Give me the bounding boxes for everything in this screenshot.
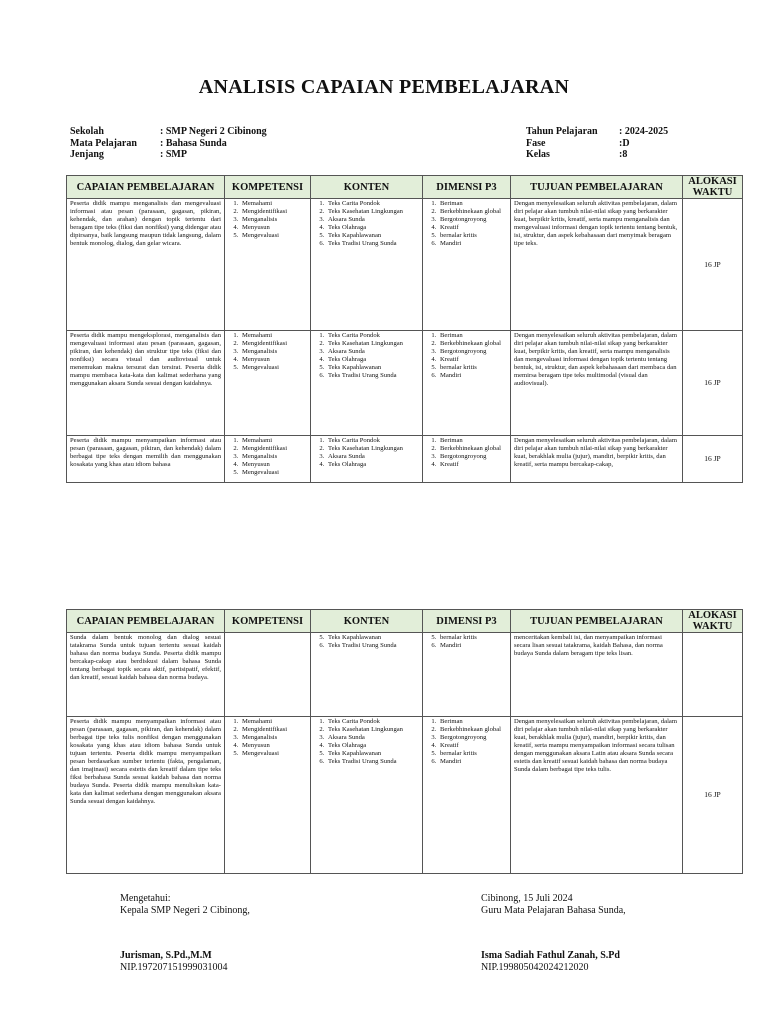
list-item: 4. Kreatif (438, 356, 507, 364)
list-item: 1. Beriman (438, 332, 507, 340)
konten-list (314, 437, 419, 469)
list-item: 2. Berkebhinekaan global (438, 340, 507, 348)
kompetensi-list (228, 332, 307, 372)
capaian-cell (67, 199, 225, 331)
list-item: 3. Menganalisis (240, 216, 307, 224)
list-item: 3. Bergotongroyong (438, 734, 507, 742)
list-item: 6. Mandiri (438, 240, 507, 248)
list-item: 1. Memahami (240, 718, 307, 726)
analysis-table-page-1 (66, 175, 743, 483)
dimensi-cell (423, 717, 511, 874)
column-header: KONTEN (311, 610, 423, 633)
tujuan-cell (511, 331, 683, 436)
list-item: 4. Teks Olahraga (326, 224, 419, 232)
list-item: 5. Teks Kapahlawanan (326, 634, 419, 642)
list-item: 6. Teks Tradisi Urang Sunda (326, 372, 419, 380)
analysis-table-page-2 (66, 609, 743, 874)
info-value: :8 (619, 149, 628, 160)
list-item: 3. Aksara Sunda (326, 348, 419, 356)
list-item: 6. Mandiri (438, 372, 507, 380)
list-item: 1. Memahami (240, 332, 307, 340)
list-item: 4. Teks Olahraga (326, 356, 419, 364)
list-item: 3. Menganalisis (240, 348, 307, 356)
list-item: 1. Beriman (438, 718, 507, 726)
teacher-name: Isma Sadiah Fathul Zanah, S.Pd (481, 950, 620, 961)
konten-list (314, 634, 419, 650)
konten-cell (311, 331, 423, 436)
alokasi-cell (683, 633, 743, 717)
dimensi-cell (423, 633, 511, 717)
list-item: 3. Aksara Sunda (326, 453, 419, 461)
capaian-text: Peserta didik mampu mengeksplorasi, menganalisis dan mengevaluasi informasi atau pesan (parasaan, gagasan, pikiran, dan kehendak) dan struktur tipe teks (fiksi dan nonfiksi) secara visual dan audiovisual untuk menemukan makna tersurat dan tersirat. Peserta didik mampu membaca kata-kata dan kalimat sederhana yang menggunakan aksara Sunda sesuai dengan kaidahnya. (70, 332, 221, 387)
info-label: Tahun Pelajaran (526, 126, 598, 137)
acknowledge-label: Mengetahui: (120, 893, 171, 904)
list-item: 1. Teks Carita Pondok (326, 332, 419, 340)
list-item: 4. Menyusun (240, 742, 307, 750)
list-item: 1. Teks Carita Pondok (326, 437, 419, 445)
info-value: :D (619, 137, 630, 149)
list-item: 3. Menganalisis (240, 734, 307, 742)
alokasi-cell: 16 JP (683, 717, 743, 874)
list-item: 2. Berkebhinekaan global (438, 208, 507, 216)
signature-teacher (481, 893, 626, 974)
info-label: Mata Pelajaran (70, 137, 137, 149)
list-item: 4. Menyusun (240, 224, 307, 232)
list-item: 5. Mengevaluasi (240, 364, 307, 372)
column-header: ALOKASI WAKTU (683, 610, 743, 633)
list-item: 5. bernalar kritis (438, 750, 507, 758)
school-info (70, 126, 267, 161)
kompetensi-cell (225, 331, 311, 436)
list-item: 6. Teks Tradisi Urang Sunda (326, 758, 419, 766)
table-row (67, 436, 743, 483)
konten-list (314, 718, 419, 766)
alokasi-cell: 16 JP (683, 199, 743, 331)
column-header: ALOKASI WAKTU (683, 176, 743, 199)
konten-cell (311, 633, 423, 717)
column-header: KONTEN (311, 176, 423, 199)
list-item: 2. Mengidentifikasi (240, 445, 307, 453)
kompetensi-cell (225, 199, 311, 331)
list-item: 4. Menyusun (240, 356, 307, 364)
teacher-nip: NIP.199805042024212020 (481, 962, 589, 973)
konten-cell (311, 436, 423, 483)
list-item: 4. Kreatif (438, 461, 507, 469)
list-item: 1. Teks Carita Pondok (326, 200, 419, 208)
info-label: Jenjang (70, 149, 104, 160)
konten-cell (311, 717, 423, 874)
list-item: 4. Kreatif (438, 224, 507, 232)
list-item: 1. Memahami (240, 437, 307, 445)
info-value: : Bahasa Sunda (160, 137, 227, 149)
tujuan-cell (511, 717, 683, 874)
list-item: 6. Mandiri (438, 758, 507, 766)
list-item: 5. Mengevaluasi (240, 469, 307, 477)
kompetensi-list (228, 200, 307, 240)
teacher-title: Guru Mata Pelajaran Bahasa Sunda, (481, 905, 626, 916)
tujuan-text: Dengan menyelesaikan seluruh aktivitas pembelajaran, dalam diri pelajar akan tumbuh nilai-nilai sikap yang berkarakter kuat, berpikir kritis, kreatif, serta mampu menganalisis dan mengevaluasi informasi dengan topik tertentu tentang bentuk, isi, struktur, dan aspek kebahasaan dari menyimak beragam tipe teks. (514, 200, 678, 247)
table-row (67, 199, 743, 331)
tujuan-text: menceritakan kembali isi, dan menyampaikan informasi secara lisan sesuai tatakrama, kaidah Bahasa, dan norma budaya Sunda dalam beragam tipe teks lisan. (514, 634, 663, 657)
list-item: 1. Beriman (438, 200, 507, 208)
kompetensi-cell (225, 436, 311, 483)
principal-nip: NIP.197207151999031004 (120, 962, 228, 973)
document-title: ANALISIS CAPAIAN PEMBELAJARAN (198, 76, 570, 98)
dimensi-list (426, 718, 507, 766)
list-item: 5. bernalar kritis (438, 634, 507, 642)
capaian-text: Sunda dalam bentuk monolog dan dialog sesuai tatakrama Sunda untuk tujuan tertentu sesuai kaidah bahasa dan norma budaya Sunda. Peserta didik mampu bercakap-cakap atau berdiskusi dalam bahasa Sunda tentang berbagai topik secara aktif, partisipatif, efektif, dan kreatif, sesuai kaidah bahasa dan norma budaya. (70, 634, 221, 681)
list-item: 2. Teks Kasehatan Lingkungan (326, 208, 419, 216)
list-item: 2. Teks Kasehatan Lingkungan (326, 726, 419, 734)
list-item: 5. Mengevaluasi (240, 232, 307, 240)
list-item: 6. Teks Tradisi Urang Sunda (326, 642, 419, 650)
capaian-text: Peserta didik mampu menganalisis dan mengevaluasi informasi atau pesan (parasaan, gagasan, pikiran, kehendak, dan arahan) dengan topik tertentu dari beragam tipe teks (fiksi dan nonfiksi) yang didengar atau dipirsanya, baik langsung maupun tidak langsung, dalam bentuk monolog, dialog, dan gelar wicara. (70, 200, 221, 247)
principal-name: Jurisman, S.Pd.,M.M (120, 950, 212, 961)
column-header: KOMPETENSI (225, 610, 311, 633)
place-date: Cibinong, 15 Juli 2024 (481, 893, 573, 904)
list-item: 3. Aksara Sunda (326, 734, 419, 742)
info-label: Kelas (526, 149, 550, 160)
list-item: 2. Teks Kasehatan Lingkungan (326, 445, 419, 453)
list-item: 5. Teks Kapahlawanan (326, 750, 419, 758)
list-item: 3. Aksara Sunda (326, 216, 419, 224)
list-item: 5. bernalar kritis (438, 364, 507, 372)
info-label: Sekolah (70, 126, 104, 137)
konten-list (314, 332, 419, 380)
dimensi-cell (423, 436, 511, 483)
list-item: 2. Berkebhinekaan global (438, 726, 507, 734)
tujuan-text: Dengan menyelesaikan seluruh aktivitas pembelajaran, dalam diri pelajar akan tumbuh nilai-nilai sikap yang berkarakter kuat, berakhlak mulia (jujur), mandiri, berpikir kritis, dan kreatif, serta mampu bercakap-cakap, (514, 437, 677, 468)
info-label: Fase (526, 137, 546, 149)
list-item: 5. Mengevaluasi (240, 750, 307, 758)
capaian-cell (67, 717, 225, 874)
list-item: 1. Beriman (438, 437, 507, 445)
column-header: DIMENSI P3 (423, 610, 511, 633)
list-item: 5. Teks Kapahlawanan (326, 232, 419, 240)
dimensi-cell (423, 199, 511, 331)
column-header: TUJUAN PEMBELAJARAN (511, 176, 683, 199)
list-item: 3. Bergotongroyong (438, 348, 507, 356)
tujuan-text: Dengan menyelesaikan seluruh aktivitas pembelajaran, dalam diri pelajar akan tumbuh nilai-nilai sikap yang berkarakter kuat, berpikir kritis, dan kreatif, serta mampu menganalisis dan mengevaluasi informasi dengan topik tertentu tentang bentuk, isi, struktur, dan aspek kebahasaan dari membaca dan memirsa beragam tipe teks multimodal (visual dan audiovisual). (514, 332, 677, 387)
list-item: 1. Memahami (240, 200, 307, 208)
kompetensi-cell (225, 633, 311, 717)
list-item: 3. Menganalisis (240, 453, 307, 461)
tujuan-cell (511, 633, 683, 717)
list-item: 3. Bergotongroyong (438, 216, 507, 224)
list-item: 3. Bergotongroyong (438, 453, 507, 461)
info-value: : SMP (160, 149, 187, 160)
tujuan-cell (511, 436, 683, 483)
list-item: 5. Teks Kapahlawanan (326, 364, 419, 372)
dimensi-list (426, 200, 507, 248)
konten-list (314, 200, 419, 248)
capaian-cell (67, 633, 225, 717)
principal-title: Kepala SMP Negeri 2 Cibinong, (120, 905, 250, 916)
kompetensi-list (228, 718, 307, 758)
table-row (67, 717, 743, 874)
table-row (67, 633, 743, 717)
dimensi-list (426, 437, 507, 469)
tujuan-cell (511, 199, 683, 331)
signature-principal (120, 893, 250, 974)
list-item: 2. Mengidentifikasi (240, 208, 307, 216)
table-header-row (67, 610, 743, 633)
column-header: CAPAIAN PEMBELAJARAN (67, 610, 225, 633)
column-header: TUJUAN PEMBELAJARAN (511, 610, 683, 633)
konten-cell (311, 199, 423, 331)
column-header: CAPAIAN PEMBELAJARAN (67, 176, 225, 199)
list-item: 2. Mengidentifikasi (240, 340, 307, 348)
list-item: 2. Mengidentifikasi (240, 726, 307, 734)
column-header: KOMPETENSI (225, 176, 311, 199)
dimensi-list (426, 332, 507, 380)
list-item: 1. Teks Carita Pondok (326, 718, 419, 726)
kompetensi-cell (225, 717, 311, 874)
list-item: 4. Teks Olahraga (326, 461, 419, 469)
capaian-text: Peserta didik mampu menyampaikan informasi atau pesan (parasaan, gagasan, pikiran, dan kehendak) dalam berbagai tipe teks tulis nonfiksi dengan menggunakan kosakata yang khas atau idiom bahasa Sunda untuk tujuan tertentu. Peserta didik mampu menyampaikan pesan berdasarkan sumber tertentu (fakta, pengalaman, dan imajinasi) secara estetis dan kreatif dalam tipe teks fiksi berbahasa Sunda sesuai kaidah bahasa dan norma budaya Sunda. Peserta didik mampu menuliskan kata-kata dan kalimat sederhana dengan menggunakan aksara Sunda sesuai dengan kaidahnya. (70, 718, 221, 805)
table-row (67, 331, 743, 436)
capaian-cell (67, 331, 225, 436)
list-item: 6. Teks Tradisi Urang Sunda (326, 240, 419, 248)
alokasi-cell: 16 JP (683, 436, 743, 483)
alokasi-cell: 16 JP (683, 331, 743, 436)
dimensi-list (426, 634, 507, 650)
list-item: 5. bernalar kritis (438, 232, 507, 240)
list-item: 4. Teks Olahraga (326, 742, 419, 750)
list-item: 4. Kreatif (438, 742, 507, 750)
info-value: : SMP Negeri 2 Cibinong (160, 126, 267, 137)
table-header-row (67, 176, 743, 199)
list-item: 2. Berkebhinekaan global (438, 445, 507, 453)
info-value: : 2024-2025 (619, 126, 669, 137)
dimensi-cell (423, 331, 511, 436)
list-item: 6. Mandiri (438, 642, 507, 650)
class-info (526, 126, 668, 161)
list-item: 2. Teks Kasehatan Lingkungan (326, 340, 419, 348)
capaian-cell (67, 436, 225, 483)
column-header: DIMENSI P3 (423, 176, 511, 199)
tujuan-text: Dengan menyelesaikan seluruh aktivitas pembelajaran, dalam diri pelajar akan tumbuh nilai-nilai sikap yang berkarakter kuat, berakhlak mulia (jujur), mandiri, berpikir kritis, dan kreatif, serta mampu menyampaikan informasi secara tulisan dengan menggunakan aksara Latin atau aksara Sunda secara estetis dan kreatif sesuai kaidah bahasa dan norma budaya Sunda dalam berbagai tipe teks tulis. (514, 718, 677, 773)
capaian-text: Peserta didik mampu menyampaikan informasi atau pesan (parasaan, gagasan, pikiran, dan kehendak) dalam berbagai tipe teks dengan memilih dan menggunakan kosakata yang khas atau idiom bahasa (70, 437, 221, 468)
kompetensi-list (228, 437, 307, 477)
list-item: 4. Menyusun (240, 461, 307, 469)
